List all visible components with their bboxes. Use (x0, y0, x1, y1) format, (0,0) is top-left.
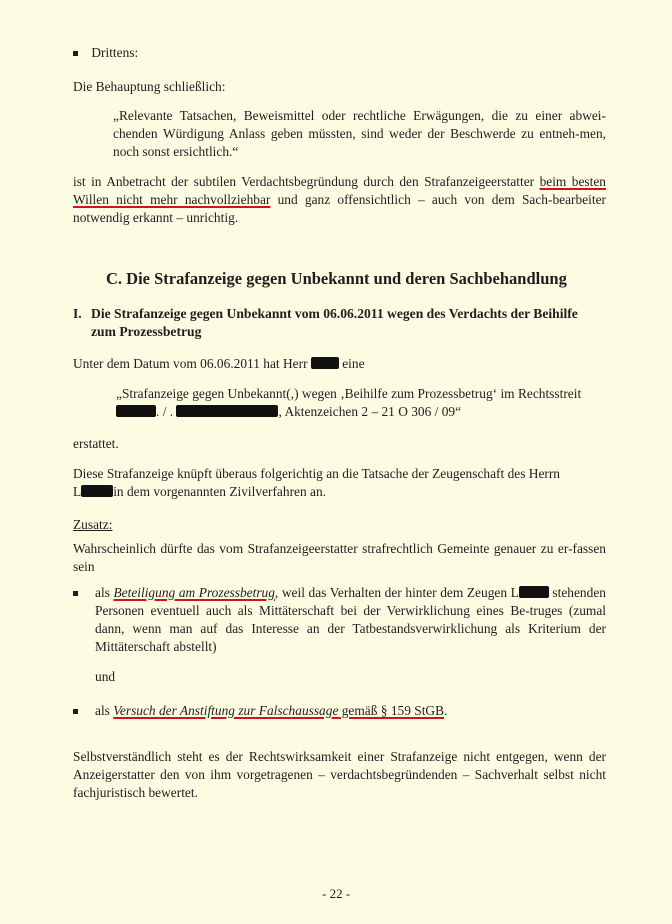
para-datum: Unter dem Datum vom 06.06.2011 hat Herr eine (73, 356, 365, 371)
bullet-beteiligung (73, 584, 606, 656)
para-anbetracht-end: und ganz offensichtlich – auch von dem Sach-bearbeiter notwendig erkannt – unrichtig. (73, 192, 606, 225)
para-knuepft: Diese Strafanzeige knüpft überaus folgerichtig an die Tatsache der Zeugenschaft des Herrn L in dem vorgenannten Zivilverfahren an. (73, 466, 560, 499)
heading-subsection-i (73, 305, 606, 341)
redaction (116, 405, 156, 417)
bullet-square-icon (73, 591, 78, 596)
label-zusatz: Zusatz: (73, 517, 113, 532)
quote-strafanzeige: „Strafanzeige gegen Unbekannt(,) wegen ‚Beihilfe zum Prozessbetrug‘ im Rechtsstreit . / . , Aktenzeichen 2 – 21 O 306 / 09“ (116, 386, 582, 419)
heading-section-c: C. Die Strafanzeige gegen Unbekannt und deren Sachbehandlung (106, 269, 567, 288)
bullet-drittens: Drittens: (73, 44, 138, 62)
heading-i-number: I. (73, 306, 82, 321)
para-wahrscheinlich: Wahrscheinlich dürfte das vom Strafanzeigeerstatter strafrechtlich Gemeinte genauer zu er-fassen sein (73, 541, 606, 574)
highlight-beteiligung: Beteiligung am Prozessbetrug (113, 585, 275, 600)
heading-i-text: Die Strafanzeige gegen Unbekannt vom 06.06.2011 wegen des Verdachts der Beihilfe zum Prozessbetrug (91, 306, 578, 339)
para-behauptung: Die Behauptung schließlich: (73, 79, 226, 94)
para-anbetracht (73, 173, 606, 227)
redaction (311, 357, 339, 369)
bullet-square-icon (73, 709, 78, 714)
redaction (176, 405, 278, 417)
word-und: und (95, 669, 116, 684)
redaction (81, 485, 113, 497)
bullet-versuch (73, 702, 606, 720)
para-erstattet: erstattet. (73, 436, 119, 451)
bullet-versuch-text: als Versuch der Anstiftung zur Falschaussage gemäß § 159 StGB. (95, 703, 448, 718)
para-anbetracht-start: ist in Anbetracht der subtilen Verdachtsbegründung durch den Strafanzeigeerstatter (73, 174, 540, 189)
bullet-square-icon (73, 51, 78, 56)
page-number: - 22 - (322, 886, 351, 901)
quote-relevante-tatsachen: „Relevante Tatsachen, Beweismittel oder rechtliche Erwägungen, die zu einer abwei-chenden Würdigung Anlass geben müssten, sind weder der Beschwerde zu entneh-men, noch sonst ersichtlich.“ (113, 108, 606, 159)
redaction (519, 586, 549, 598)
highlight-nachvollziehbar: beim besten Willen nicht mehr nachvollziehbar (73, 174, 606, 207)
bullet-beteiligung-text: als Beteiligung am Prozessbetrug, weil das Verhalten der hinter dem Zeugen L stehenden Personen eventuell auch als Mittäterschaft bei der Verwirklichung eines Be-truges (zumal dann, wenn man auf das Interesse an der Tatbestandsverwirklichung als Kriterium der Mittäterschaft abstellt) (95, 585, 606, 654)
highlight-versuch: Versuch der Anstiftung zur Falschaussage gemäß § 159 StGB (113, 703, 445, 718)
para-selbstverstaendlich: Selbstverständlich steht es der Rechtswirksamkeit einer Strafanzeige nicht entgegen, wenn der Anzeigerstatter den von ihm vorgetragenen – verdachtsbegründenden – Sachverhalt selbst nicht fachjuristisch bewertet. (73, 749, 606, 800)
